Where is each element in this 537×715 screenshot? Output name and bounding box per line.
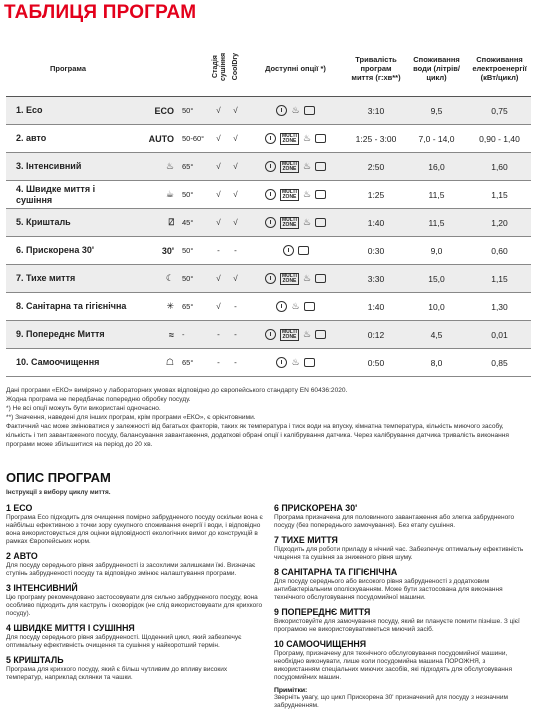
program-temp: 50° (180, 265, 210, 293)
extra-dry-icon: ♨ (302, 216, 311, 227)
duration-value: 1:25 (347, 181, 405, 209)
program-name: 9. Попереднє Миття (6, 321, 130, 349)
note-2: Жодна програма не передбачає попередню обробку посуду. (6, 396, 191, 403)
program-description: 9 ПОПЕРЕДНЄ МИТТЯ Використовуйте для замочування посуду, який ви плануєте помити пізніше. З цієї програмою не використовуватиметься миючий засіб. (274, 607, 520, 633)
program-temp: 45° (180, 209, 210, 237)
duration-value: 1:25 - 3:00 (347, 125, 405, 153)
program-name: 6. Прискорена 30' (6, 237, 130, 265)
energy-value: 0,75 (468, 97, 531, 125)
drying-mark: √ (210, 125, 227, 153)
cooldry-mark: - (227, 349, 244, 377)
options-cell (244, 293, 347, 321)
options-cell (244, 237, 347, 265)
delay-start-icon (265, 217, 276, 228)
note-1: Дані програми «ЕКО» виміряно у лабораторних умовах відповідно до європейського стандарту EN 60436:2020. (6, 387, 348, 394)
tablet-icon (315, 162, 326, 171)
options-cell (244, 349, 347, 377)
energy-value: 1,60 (468, 153, 531, 181)
delay-start-icon (276, 105, 287, 116)
program-name: 2. авто (6, 125, 130, 153)
program-table (6, 40, 531, 377)
water-value: 7,0 - 14,0 (405, 125, 468, 153)
options-cell (244, 209, 347, 237)
tablet-icon (298, 246, 309, 255)
header-energy: Споживання електроенергії (кВт/цикл) (468, 40, 531, 97)
note-5: Фактичний час може змінюватися у залежності від багатьох факторів, таких як температура і тиск води на впуску, кімнатна температура, кількість миючого засобу, кількість і тип завантаженого посуду, балансування завантаження, додаткові обрані опції і калібрування датчика. Через калібрування датчика тривалість виконання програми може збільшитися на період до 20 хв. (6, 423, 509, 448)
delay-start-icon (265, 273, 276, 284)
tablet-icon (315, 274, 326, 283)
options-cell (244, 321, 347, 349)
crystal-icon: ⍁ (130, 209, 180, 237)
drying-mark: - (210, 237, 227, 265)
cooldry-mark: √ (227, 153, 244, 181)
extra-dry-icon: ♨ (291, 104, 300, 115)
energy-value: 0,01 (468, 321, 531, 349)
program-temp: 50° (180, 181, 210, 209)
program-temp: 50° (180, 237, 210, 265)
program-symbol: ECO (130, 97, 180, 125)
program-temp: 65° (180, 349, 210, 377)
water-value: 16,0 (405, 153, 468, 181)
water-value: 11,5 (405, 181, 468, 209)
pot-icon: ♨ (130, 153, 180, 181)
options-cell (244, 125, 347, 153)
extra-dry-icon: ♨ (302, 132, 311, 143)
extra-dry-icon: ♨ (291, 356, 300, 367)
drying-mark: √ (210, 209, 227, 237)
program-description: 10 САМООЧИЩЕННЯ Програму, призначену для технічного обслуговування посудомийної машини, необхідно виконувати, лише коли посудомийна машина ПОРОЖНЯ, з використанням спеціальних миючих засобів, які підходять для обслуговування посудомийних машин. (274, 639, 512, 681)
water-value: 9,5 (405, 97, 468, 125)
program-temp: 65° (180, 153, 210, 181)
duration-value: 3:10 (347, 97, 405, 125)
drying-mark: √ (210, 181, 227, 209)
table-row (6, 237, 531, 265)
delay-start-icon (283, 245, 294, 256)
program-temp: 50° (180, 97, 210, 125)
table-row (6, 181, 531, 209)
table-row (6, 209, 531, 237)
delay-start-icon (276, 301, 287, 312)
program-temp: 50-60° (180, 125, 210, 153)
program-description: 7 ТИХЕ МИТТЯ Підходить для роботи приладу в нічний час. Забезпечує оптимальну ефективність чищення та сушіння за зниженого рівня шуму. (274, 535, 524, 561)
program-name: 5. Кришталь (6, 209, 130, 237)
tablet-icon (315, 330, 326, 339)
extra-dry-icon: ♨ (291, 300, 300, 311)
delay-start-icon (265, 161, 276, 172)
table-row (6, 321, 531, 349)
program-description: 2 АВТО Для посуду середнього рівня забрудненості із засохлими залишками їжі. Визначає ступінь забрудненості посуду та відповідно змінює налаштування програми. (6, 551, 256, 577)
header-options: Доступні опції *) (244, 40, 347, 97)
drying-mark: - (210, 349, 227, 377)
remarks: Примітки: Зверніть увагу, що цикл Прискорена 30' призначений для посуду з незначним забрудненням. (274, 687, 508, 709)
footnotes (6, 386, 531, 449)
multizone-icon: MULTI ZONE (282, 328, 297, 340)
glass-icon: ☕ (130, 181, 180, 209)
duration-value: 1:40 (347, 293, 405, 321)
program-symbol: AUTO (130, 125, 180, 153)
extra-dry-icon: ♨ (302, 160, 311, 171)
program-description: 6 ПРИСКОРЕНА 30' Програма призначена для половинного завантаження або злегка забрудненого посуду (без попереднього замочування). Без етапу сушіння. (274, 503, 515, 529)
program-name: 4. Швидке миття і сушіння (6, 181, 130, 209)
cooldry-mark: √ (227, 181, 244, 209)
cooldry-mark: √ (227, 209, 244, 237)
moon-icon: ☾ (130, 265, 180, 293)
program-temp: - (180, 321, 210, 349)
water-value: 8,0 (405, 349, 468, 377)
description-intro: Інструкції з вибору циклу миття. (6, 489, 111, 496)
multizone-icon: MULTI ZONE (282, 216, 297, 228)
header-drying: Стадія сушіння (212, 52, 227, 82)
table-row (6, 349, 531, 377)
water-value: 4,5 (405, 321, 468, 349)
delay-start-icon (276, 357, 287, 368)
delay-start-icon (265, 329, 276, 340)
program-name: 1. Eco (6, 97, 130, 125)
tablet-icon (304, 358, 315, 367)
cooldry-mark: √ (227, 97, 244, 125)
header-duration: Тривалість програм миття (г:хв**) (347, 40, 405, 97)
multizone-icon: MULTI ZONE (282, 188, 297, 200)
options-cell (244, 265, 347, 293)
program-description: 8 САНІТАРНА ТА ГІГІЄНІЧНА Для посуду середнього або високого рівня забрудненості з додатковим антибактеріальним ополіскуванням. Може бути застосована для виконання технічного обслуговування посудомийної машини. (274, 567, 503, 601)
duration-value: 3:30 (347, 265, 405, 293)
header-program: Програма (6, 40, 130, 97)
note-4: **) Значення, наведені для інших програм, крім програми «ЕКО», є орієнтовними. (6, 414, 256, 421)
program-symbol: 30' (130, 237, 180, 265)
energy-value: 1,15 (468, 265, 531, 293)
tablet-icon (315, 134, 326, 143)
cooldry-mark: √ (227, 125, 244, 153)
options-cell (244, 153, 347, 181)
energy-value: 0,60 (468, 237, 531, 265)
extra-dry-icon: ♨ (302, 272, 311, 283)
multizone-icon: MULTI ZONE (282, 132, 297, 144)
note-3: *) Не всі опції можуть бути використані одночасно. (6, 405, 161, 412)
program-description: 4 ШВИДКЕ МИТТЯ І СУШІННЯ Для посуду середнього рівня забрудненості. Щоденний цикл, який забезпечує оптимальну ефективність очищення та сушіння у найкоротший термін. (6, 623, 242, 649)
table-row (6, 265, 531, 293)
delay-start-icon (265, 133, 276, 144)
energy-value: 1,20 (468, 209, 531, 237)
program-description: 5 КРИШТАЛЬ Програма для крихкого посуду, який є більш чутливим до впливу високих температур, наприклад склянки та чашки. (6, 655, 228, 681)
program-description: 1 ECO Програма Eco підходить для очищення помірно забрудненого посуду оскільки вона є найбільш ефективною з точки зору сукупного споживання енергії і води, і відповідно вона використовується для оцінки відповідності екологічних вимог до конструкцій в рамках Європейських норм. (6, 503, 263, 545)
water-value: 9,0 (405, 237, 468, 265)
page-title: ТАБЛИЦЯ ПРОГРАМ (4, 2, 197, 23)
description-right-column (274, 503, 531, 715)
cooldry-mark: √ (227, 265, 244, 293)
description-left-column (6, 503, 263, 687)
options-cell (244, 97, 347, 125)
energy-value: 0,85 (468, 349, 531, 377)
program-temp: 65° (180, 293, 210, 321)
extra-dry-icon: ♨ (302, 328, 311, 339)
program-name: 10. Самоочищення (6, 349, 130, 377)
description-title: ОПИС ПРОГРАМ (6, 470, 111, 485)
multizone-icon: MULTI ZONE (282, 160, 297, 172)
sanitize-icon: ✳ (130, 293, 180, 321)
program-description: 3 ІНТЕНСИВНИЙ Цю програму рекомендовано застосовувати для сильно забрудненого посуду, вона особливо підходить для каструль і сковорідок (не слід використовувати для крихкого посуду). (6, 583, 263, 617)
tablet-icon (304, 302, 315, 311)
duration-value: 1:40 (347, 209, 405, 237)
table-row (6, 293, 531, 321)
program-name: 7. Тихе миття (6, 265, 130, 293)
extra-dry-icon: ♨ (302, 188, 311, 199)
drying-mark: - (210, 321, 227, 349)
cooldry-mark: - (227, 237, 244, 265)
drying-mark: √ (210, 265, 227, 293)
header-cooldry: CoolDry (231, 53, 239, 81)
table-row (6, 97, 531, 125)
energy-value: 1,15 (468, 181, 531, 209)
energy-value: 0,90 - 1,40 (468, 125, 531, 153)
prewash-icon: ≈ (130, 321, 180, 349)
duration-value: 2:50 (347, 153, 405, 181)
drying-mark: √ (210, 293, 227, 321)
table-row (6, 125, 531, 153)
duration-value: 0:12 (347, 321, 405, 349)
tablet-icon (315, 218, 326, 227)
duration-value: 0:50 (347, 349, 405, 377)
water-value: 15,0 (405, 265, 468, 293)
water-value: 10,0 (405, 293, 468, 321)
delay-start-icon (265, 189, 276, 200)
table-row (6, 153, 531, 181)
duration-value: 0:30 (347, 237, 405, 265)
tablet-icon (315, 190, 326, 199)
tablet-icon (304, 106, 315, 115)
cooldry-mark: - (227, 293, 244, 321)
multizone-icon: MULTI ZONE (282, 272, 297, 284)
energy-value: 1,30 (468, 293, 531, 321)
program-name: 3. Інтенсивний (6, 153, 130, 181)
cooldry-mark: - (227, 321, 244, 349)
water-value: 11,5 (405, 209, 468, 237)
drying-mark: √ (210, 97, 227, 125)
header-water: Споживання води (літрів/цикл) (405, 40, 468, 97)
options-cell (244, 181, 347, 209)
selfclean-icon: ☖ (130, 349, 180, 377)
drying-mark: √ (210, 153, 227, 181)
program-name: 8. Санітарна та гігієнічна (6, 293, 130, 321)
